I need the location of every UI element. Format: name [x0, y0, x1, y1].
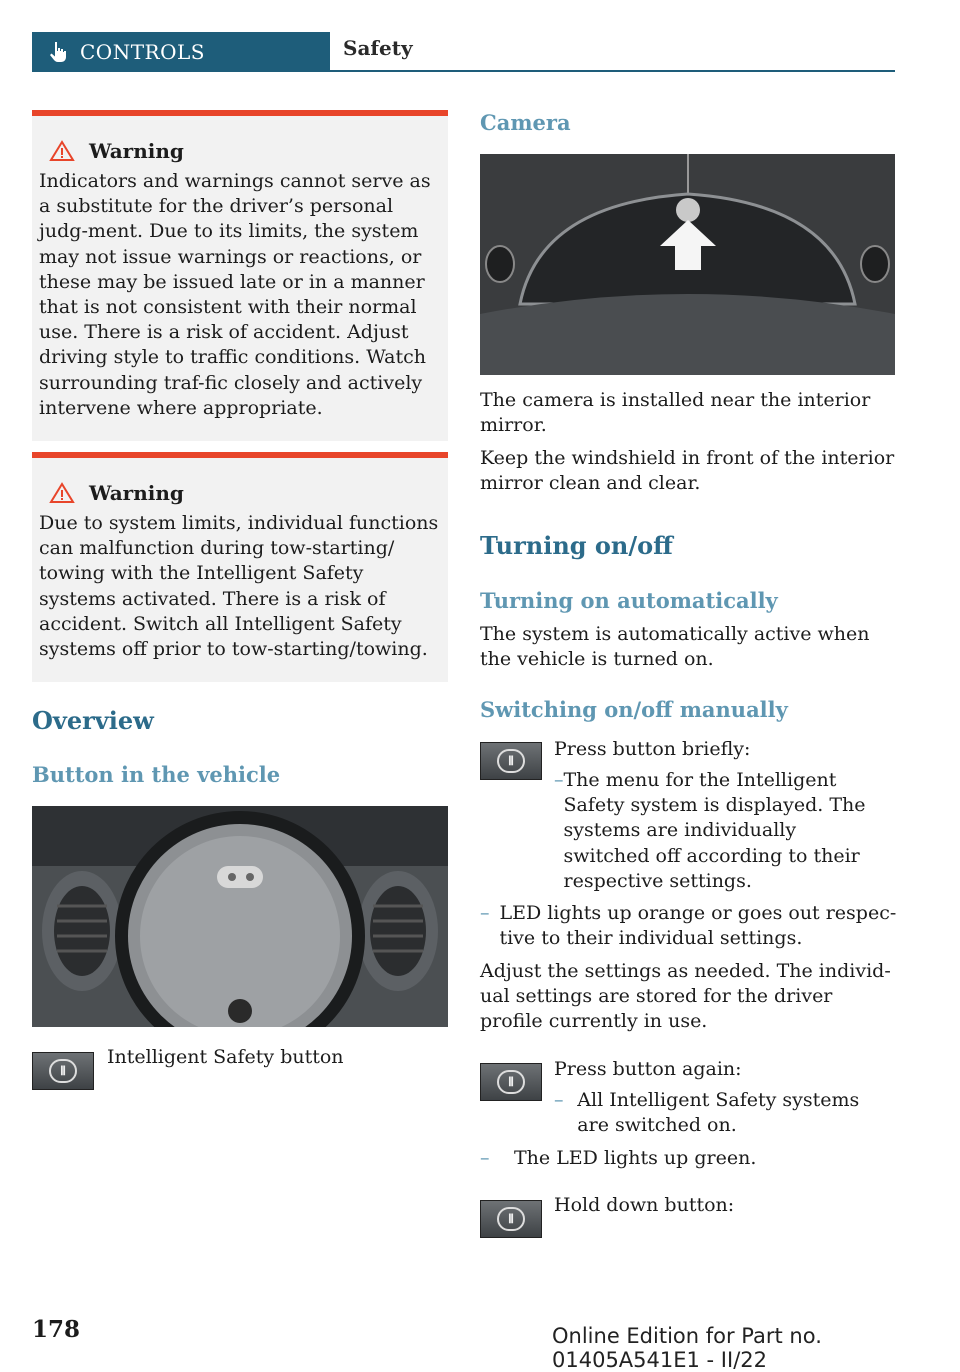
- list-item: [554, 1088, 884, 1138]
- auto-paragraph: The system is automatically active when the vehicle is turned on.: [480, 623, 870, 671]
- button-in-vehicle-heading: Button in the vehicle: [32, 762, 281, 787]
- warning-triangle-icon: [49, 140, 75, 162]
- dash-bullet: –: [480, 1147, 490, 1169]
- list-item: [480, 901, 900, 951]
- intelligent-safety-button-icon: [32, 1052, 94, 1090]
- hand-pointer-icon: [46, 40, 70, 64]
- press-again-text: Press button again:: [554, 1058, 742, 1080]
- list-item-text: The LED lights up green.: [514, 1147, 757, 1169]
- safety-symbol-icon: ⦀: [508, 1074, 514, 1089]
- dash-bullet: –: [480, 902, 490, 924]
- vehicle-button-image: [32, 806, 448, 1027]
- header-section-tab: [32, 32, 330, 71]
- intelligent-safety-button-icon: [480, 1200, 542, 1238]
- dash-bullet: –: [554, 1089, 564, 1111]
- press-briefly-text: Press button briefly:: [554, 738, 751, 760]
- warning-body: Indicators and warnings cannot serve as a substitute for the driver’s personal judg-ment. Due to its limits, the system may not issue warnings or reactions, or these may be issued late or in a manner that is not consistent with their normal use. There is a risk of accident. Adjust driving style to traffic conditions. Watch surrounding traf-fic closely and actively intervene where appropriate.: [39, 170, 431, 419]
- intelligent-safety-button-icon: [480, 1063, 542, 1101]
- camera-paragraph-1: The camera is installed near the interior mirror.: [480, 389, 871, 437]
- adjust-paragraph: Adjust the settings as needed. The individ-ual settings are stored for the driver profile currently in use.: [480, 960, 891, 1033]
- header-section-label: CONTROLS: [80, 39, 205, 64]
- dash-bullet: –: [554, 769, 564, 791]
- list-item-text: LED lights up orange or goes out respec-tive to their individual settings.: [499, 902, 897, 950]
- hold-down-text: Hold down button:: [554, 1194, 735, 1216]
- warning-title: Warning: [89, 139, 184, 163]
- safety-symbol-icon: ⦀: [508, 753, 514, 768]
- footer-edition-text: Online Edition for Part no. 01405A541E1 - II/22: [552, 1324, 822, 1372]
- page-number: 178: [32, 1316, 81, 1343]
- warning-triangle-icon: [49, 482, 75, 504]
- camera-heading: Camera: [480, 110, 571, 135]
- safety-symbol-icon: ⦀: [60, 1063, 66, 1078]
- header-divider: [32, 70, 895, 72]
- safety-symbol-icon: ⦀: [508, 1211, 514, 1226]
- list-item: [554, 768, 884, 894]
- warning-body: Due to system limits, individual functions can malfunction during tow-starting/ towing with the Intelligent Safety systems activated. There is a risk of accident. Switch all Intelligent Safety systems off prior to tow-starting/towing.: [39, 512, 439, 661]
- intelligent-safety-button-icon: [480, 742, 542, 780]
- turning-on-off-heading: Turning on/off: [480, 531, 673, 560]
- list-item-text: All Intelligent Safety systems are switched on.: [577, 1089, 860, 1137]
- camera-image: [480, 154, 895, 375]
- switching-manually-heading: Switching on/off manually: [480, 697, 788, 722]
- overview-heading: Overview: [32, 706, 154, 735]
- camera-paragraph-2: Keep the windshield in front of the interior mirror clean and clear.: [480, 447, 895, 495]
- list-item: [480, 1146, 900, 1171]
- turning-on-automatically-heading: Turning on automatically: [480, 588, 778, 613]
- list-item-text: The menu for the Intelligent Safety system is displayed. The systems are individually switched off according to their respective settings.: [563, 769, 866, 892]
- warning-box-2: [32, 452, 448, 682]
- warning-box-1: [32, 110, 448, 441]
- button-caption: Intelligent Safety button: [107, 1046, 344, 1068]
- header-title: Safety: [343, 36, 413, 60]
- warning-title: Warning: [89, 481, 184, 505]
